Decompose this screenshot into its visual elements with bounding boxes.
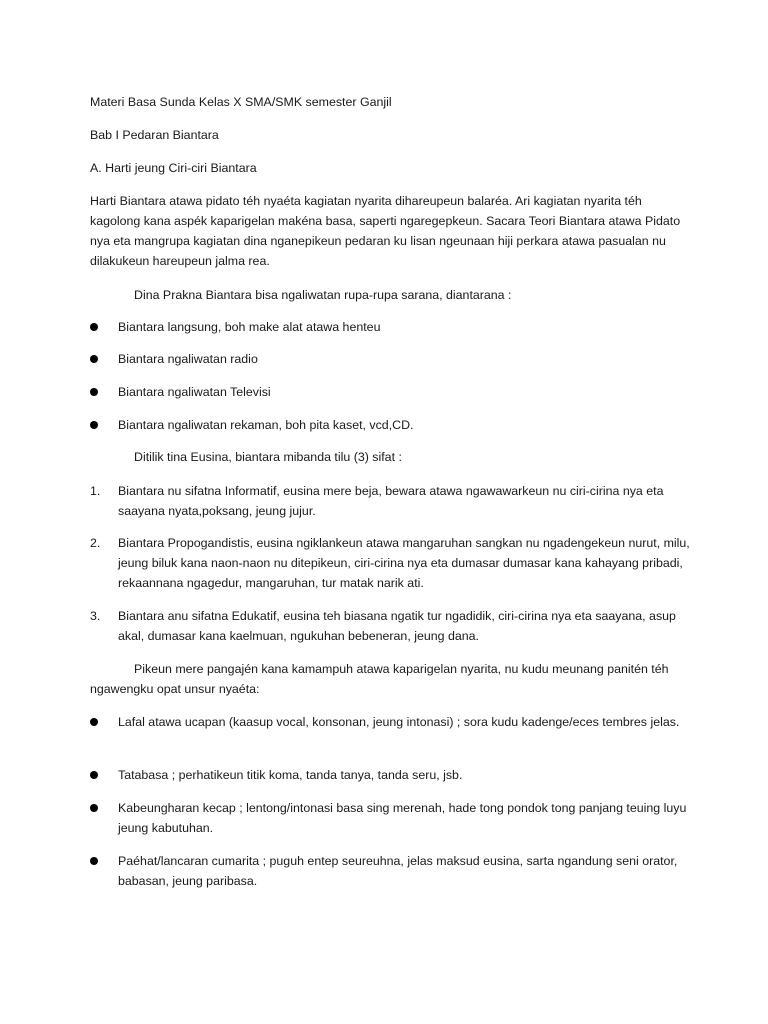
numbered-item xyxy=(90,481,690,521)
list-item-text: Paéhat/lancaran cumarita ; puguh entep seureuhna, jelas maksud eusina, sarta ngandung seni orator, babasan, jeung paribasa. xyxy=(118,854,678,888)
numbered-item-text: Biantara anu sifatna Edukatif, eusina teh biasana ngatik tur ngadidik, ciri-cirina nya eta saayana, asup akal, dumasar kana kaelmuan, ngukuhan bebeneran, jeung dana. xyxy=(118,609,676,643)
chapter-heading: Bab I Pedaran Biantara xyxy=(90,128,219,142)
document-title: Materi Basa Sunda Kelas X SMA/SMK semester Ganjil xyxy=(90,95,392,109)
list-item xyxy=(90,798,690,838)
nature-intro-paragraph: Ditilik tina Eusina, biantara mibanda tilu (3) sifat : xyxy=(134,450,402,464)
bullet-icon xyxy=(90,804,98,812)
item-number: 3. xyxy=(90,609,101,623)
list-item xyxy=(90,349,690,369)
bullet-icon xyxy=(90,421,98,429)
item-number: 1. xyxy=(90,484,101,498)
bullet-icon xyxy=(90,771,98,779)
intro-paragraph: Harti Biantara atawa pidato téh nyaéta kagiatan nyarita dihareupeun balaréa. Ari kagiatan nyarita téh kagolong kana aspék kaparigelan makéna basa, saperti ngaregepkeun. Sacara Teori Biantara atawa Pidato nya eta mangrupa kagiatan dina nganepikeun pedaran ku lisan ngeunaan hiji perkara atawa pasualan nu dilakukeun hareupeun jalma rea. xyxy=(90,194,681,268)
list-item-text: Lafal atawa ucapan (kaasup vocal, konsonan, jeung intonasi) ; sora kudu kadenge/eces tembres jelas. xyxy=(118,715,680,729)
list-item-text: Kabeungharan kecap ; lentong/intonasi basa sing merenah, hade tong pondok tong panjang teuing luyu jeung kabutuhan. xyxy=(118,801,687,835)
numbered-item xyxy=(90,606,690,646)
numbered-item xyxy=(90,533,690,593)
list-item xyxy=(90,415,690,435)
list-item xyxy=(90,382,690,402)
bullet-icon xyxy=(90,857,98,865)
bullet-icon xyxy=(90,718,98,726)
bullet-icon xyxy=(90,388,98,396)
bullet-icon xyxy=(90,355,98,363)
numbered-item-text: Biantara Propogandistis, eusina ngiklankeun atawa mangaruhan sangkan nu ngadengekeun nurut, milu, jeung biluk kana naon-naon nu ditepikeun, ciri-cirina nya eta dumasar dumasar kana kahayang pribadi, rekaannana ngagedur, mangaruhan, tur matak narik ati. xyxy=(118,536,690,590)
list-item-text: Tatabasa ; perhatikeun titik koma, tanda tanya, tanda seru, jsb. xyxy=(118,768,463,782)
numbered-item-text: Biantara nu sifatna Informatif, eusina mere beja, bewara atawa ngawawarkeun nu ciri-cirina nya eta saayana nyata,poksang, jeung jujur. xyxy=(118,484,664,518)
media-intro-paragraph: Dina Prakna Biantara bisa ngaliwatan rupa-rupa sarana, diantarana : xyxy=(134,288,512,302)
list-item xyxy=(90,317,690,337)
list-item-text: Biantara ngaliwatan radio xyxy=(118,352,258,366)
list-item-text: Biantara ngaliwatan Televisi xyxy=(118,385,271,399)
bullet-icon xyxy=(90,323,98,331)
item-number: 2. xyxy=(90,536,101,550)
assessment-intro-paragraph: Pikeun mere pangajén kana kamampuh atawa kaparigelan nyarita, nu kudu meunang panitén téh ngawengku opat unsur nyaéta: xyxy=(90,662,669,696)
list-item-text: Biantara ngaliwatan rekaman, boh pita kaset, vcd,CD. xyxy=(118,418,414,432)
section-heading: A. Harti jeung Ciri-ciri Biantara xyxy=(90,161,257,175)
list-item xyxy=(90,712,690,732)
list-item xyxy=(90,765,690,785)
list-item xyxy=(90,851,690,891)
list-item-text: Biantara langsung, boh make alat atawa henteu xyxy=(118,320,381,334)
